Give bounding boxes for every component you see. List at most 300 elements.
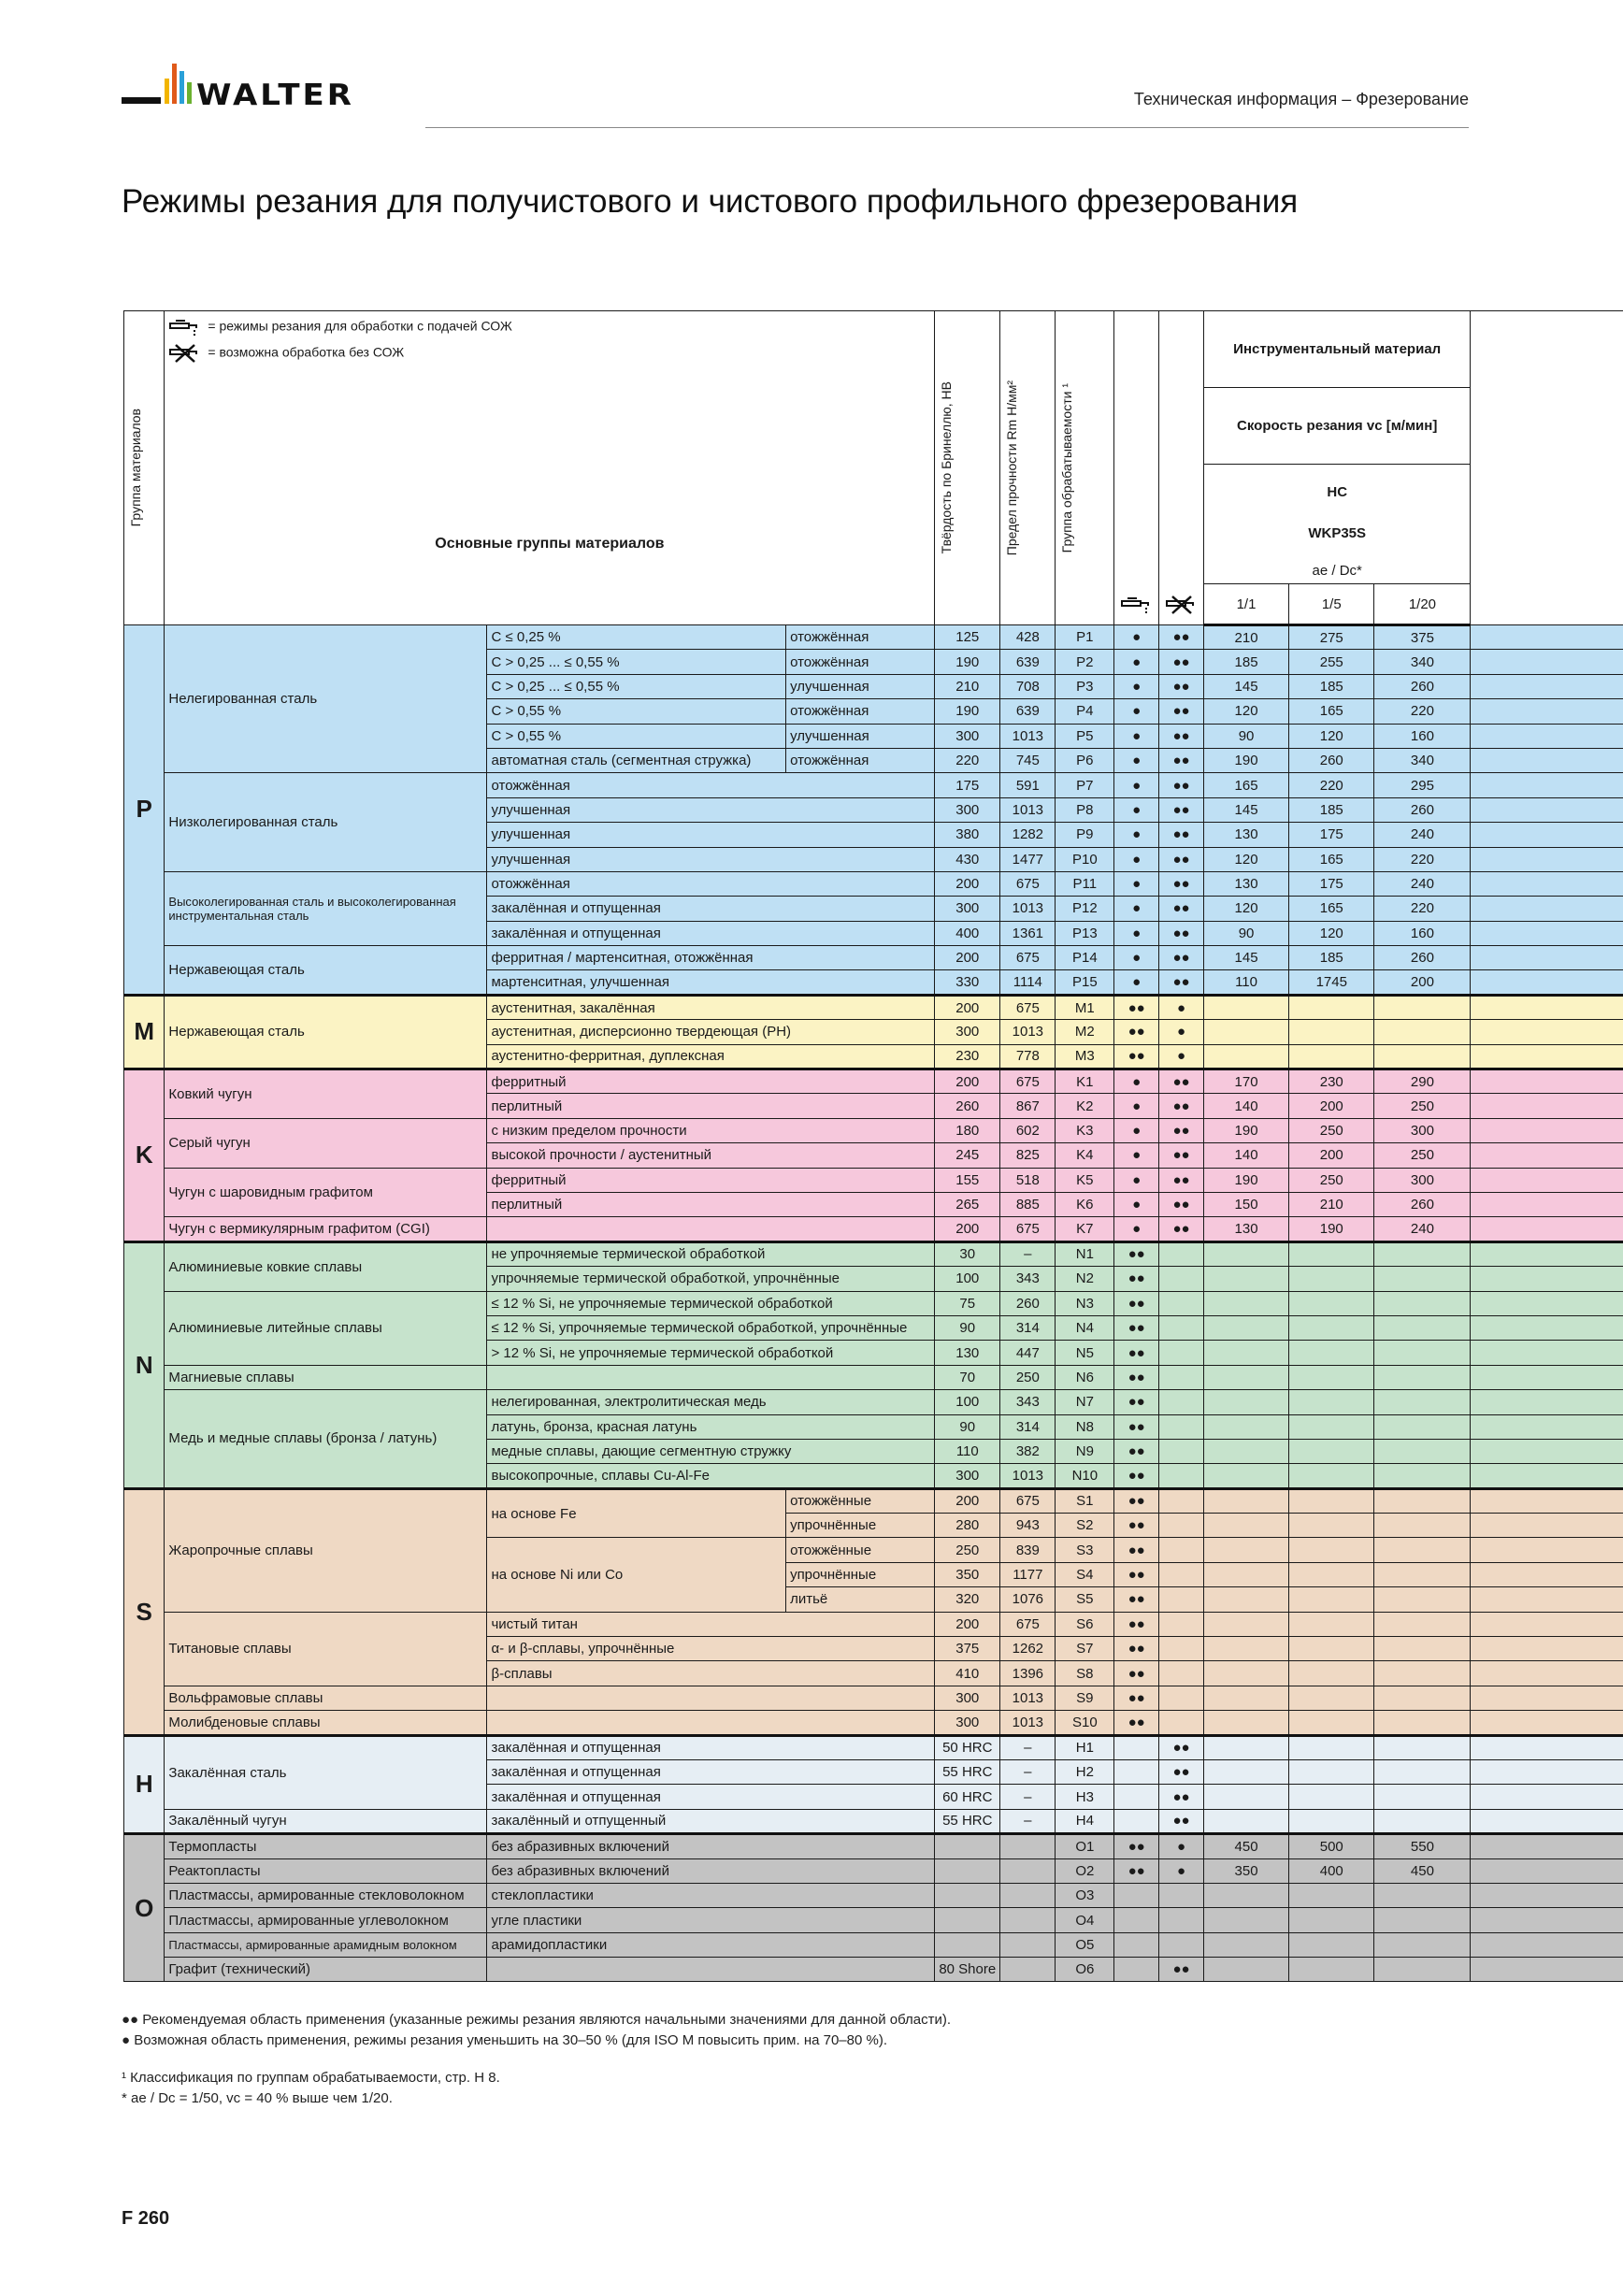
speed-1-1: 130 (1203, 871, 1288, 896)
hardness-value: 320 (935, 1587, 1000, 1612)
speed-1-5 (1289, 1439, 1374, 1463)
dry-rating (1159, 1514, 1204, 1538)
spare-cell (1471, 946, 1623, 970)
material-treatment: отожжённые (786, 1538, 935, 1562)
wet-rating: ● (1114, 823, 1159, 847)
table-row (124, 995, 1623, 1019)
dry-rating (1159, 1390, 1204, 1414)
table-body (124, 625, 1623, 1982)
strength-value: 675 (1000, 1612, 1056, 1636)
material-condition: арамидопластики (487, 1932, 935, 1957)
strength-value (1000, 1932, 1056, 1957)
speed-1-1 (1203, 1661, 1288, 1686)
strength-value: 708 (1000, 674, 1056, 698)
material-condition: аустенитная, дисперсионно твердеющая (PH) (487, 1020, 935, 1044)
dry-rating: ●● (1159, 1759, 1204, 1784)
speed-1-20 (1374, 1315, 1471, 1340)
hardness-value: 250 (935, 1538, 1000, 1562)
spare-cell (1471, 1118, 1623, 1142)
speed-1-20 (1374, 1661, 1471, 1686)
legend-dry: = возможна обработка без СОЖ (168, 343, 930, 364)
table-row (124, 1686, 1623, 1710)
spare-cell (1471, 1883, 1623, 1907)
material-group: Высоколегированная сталь и высоколегированная инструментальная сталь (165, 871, 487, 945)
strength-value: 675 (1000, 1069, 1056, 1094)
material-group: Нержавеющая сталь (165, 946, 487, 996)
material-condition: на основе Ni или Co (487, 1538, 786, 1612)
material-condition: латунь, бронза, красная латунь (487, 1414, 935, 1439)
group-letter: N (124, 1241, 165, 1488)
spare-cell (1471, 1168, 1623, 1192)
hardness-value: 175 (935, 773, 1000, 797)
material-treatment: литьё (786, 1587, 935, 1612)
hardness-value: 30 (935, 1241, 1000, 1266)
wet-rating: ● (1114, 946, 1159, 970)
speed-1-5: 500 (1289, 1834, 1374, 1858)
spare-cell (1471, 1562, 1623, 1586)
material-treatment: улучшенная (786, 674, 935, 698)
speed-1-5: 120 (1289, 921, 1374, 945)
table-row (124, 1858, 1623, 1883)
speed-1-5: 175 (1289, 823, 1374, 847)
dry-rating (1159, 1439, 1204, 1463)
speed-1-5: 200 (1289, 1094, 1374, 1118)
speed-1-20: 375 (1374, 625, 1471, 650)
wet-rating: ● (1114, 1118, 1159, 1142)
dry-rating (1159, 1241, 1204, 1266)
table-row (124, 1735, 1623, 1759)
table-row (124, 1958, 1623, 1982)
speed-1-1 (1203, 1958, 1288, 1982)
speed-1-20 (1374, 1908, 1471, 1932)
speed-1-1: 350 (1203, 1858, 1288, 1883)
spare-cell (1471, 1735, 1623, 1759)
material-condition: закалённая и отпущенная (487, 921, 935, 945)
speed-1-20 (1374, 1932, 1471, 1957)
material-condition: угле пластики (487, 1908, 935, 1932)
speed-1-1: 130 (1203, 1217, 1288, 1241)
speed-1-20: 300 (1374, 1118, 1471, 1142)
spare-cell (1471, 1315, 1623, 1340)
note-possible: ● Возможная область применения, режимы резания уменьшить на 30–50 % (для ISO M повысить прим. на 70–80 %). (122, 2032, 887, 2048)
dry-rating: ●● (1159, 748, 1204, 772)
material-treatment: улучшенная (786, 724, 935, 748)
speed-1-20 (1374, 1612, 1471, 1636)
material-condition: улучшенная (487, 797, 935, 822)
wet-rating (1114, 1785, 1159, 1809)
material-treatment: отожжённые (786, 1488, 935, 1513)
machinability-code: S4 (1056, 1562, 1114, 1586)
speed-1-1 (1203, 1044, 1288, 1069)
wet-rating: ●● (1114, 1390, 1159, 1414)
dry-rating (1159, 1883, 1204, 1907)
speed-1-5: 250 (1289, 1118, 1374, 1142)
walter-logo (122, 58, 402, 123)
wet-rating: ● (1114, 871, 1159, 896)
speed-1-5 (1289, 1661, 1374, 1686)
strength-value: 1013 (1000, 724, 1056, 748)
speed-1-20: 290 (1374, 1069, 1471, 1094)
material-condition: закалённая и отпущенная (487, 1759, 935, 1784)
machinability-code: K6 (1056, 1192, 1114, 1216)
material-condition: без абразивных включений (487, 1858, 935, 1883)
speed-1-1 (1203, 1414, 1288, 1439)
strength-value: 675 (1000, 946, 1056, 970)
speed-1-5 (1289, 1785, 1374, 1809)
material-condition: улучшенная (487, 847, 935, 871)
hardness-value: 190 (935, 650, 1000, 674)
speed-1-1: 145 (1203, 946, 1288, 970)
legend (168, 311, 930, 364)
material-condition: ферритный (487, 1168, 935, 1192)
strength-header: Предел прочности Rm Н/мм² (1000, 311, 1056, 625)
speed-1-5 (1289, 1637, 1374, 1661)
hardness-value: 55 HRC (935, 1759, 1000, 1784)
material-condition: ферритный (487, 1069, 935, 1094)
spare-cell (1471, 1587, 1623, 1612)
hardness-value: 380 (935, 823, 1000, 847)
speed-1-5 (1289, 1686, 1374, 1710)
speed-1-5 (1289, 1538, 1374, 1562)
strength-value: – (1000, 1759, 1056, 1784)
strength-value: 1013 (1000, 797, 1056, 822)
wet-rating: ●● (1114, 1538, 1159, 1562)
material-condition: отожжённая (487, 871, 935, 896)
wet-rating: ●● (1114, 1858, 1159, 1883)
main-groups-label: Основные группы материалов (435, 536, 665, 552)
dry-rating (1159, 1414, 1204, 1439)
spare-cell (1471, 1958, 1623, 1982)
material-condition: C > 0,55 % (487, 724, 786, 748)
table-row (124, 773, 1623, 797)
spare-cell (1471, 1044, 1623, 1069)
wet-rating: ●● (1114, 1291, 1159, 1315)
speed-1-1 (1203, 1612, 1288, 1636)
speed-1-20 (1374, 1439, 1471, 1463)
material-group: Чугун с вермикулярным графитом (CGI) (165, 1217, 487, 1241)
speed-1-20: 220 (1374, 699, 1471, 724)
machinability-code: P9 (1056, 823, 1114, 847)
wet-rating: ● (1114, 773, 1159, 797)
material-condition: чистый титан (487, 1612, 935, 1636)
machinability-code: P14 (1056, 946, 1114, 970)
speed-1-20 (1374, 1365, 1471, 1389)
table-row (124, 1291, 1623, 1315)
wet-rating: ●● (1114, 1488, 1159, 1513)
spare-cell (1471, 1661, 1623, 1686)
dry-rating: ●● (1159, 871, 1204, 896)
strength-value: 1114 (1000, 970, 1056, 995)
speed-1-1: 130 (1203, 823, 1288, 847)
speed-1-1 (1203, 1390, 1288, 1414)
strength-value: 1013 (1000, 897, 1056, 921)
speed-1-20: 340 (1374, 748, 1471, 772)
material-condition (487, 1365, 935, 1389)
speed-1-1 (1203, 1464, 1288, 1488)
machinability-code: K3 (1056, 1118, 1114, 1142)
note-recommended: ●● Рекомендуемая область применения (указанные режимы резания являются начальными значениями для данной области). (122, 2012, 952, 2028)
hardness-value (935, 1858, 1000, 1883)
wet-rating: ●● (1114, 1365, 1159, 1389)
speed-1-20 (1374, 1267, 1471, 1291)
machinability-code: N3 (1056, 1291, 1114, 1315)
hardness-value: 200 (935, 871, 1000, 896)
wet-rating: ●● (1114, 1562, 1159, 1586)
spare-cell (1471, 1241, 1623, 1266)
dry-rating: ● (1159, 1044, 1204, 1069)
material-condition: медные сплавы, дающие сегментную стружку (487, 1439, 935, 1463)
strength-value: 602 (1000, 1118, 1056, 1142)
material-group: Магниевые сплавы (165, 1365, 487, 1389)
wet-rating: ● (1114, 1069, 1159, 1094)
table-row (124, 1834, 1623, 1858)
hardness-value: 300 (935, 724, 1000, 748)
speed-1-5: 185 (1289, 674, 1374, 698)
machinability-code: M1 (1056, 995, 1114, 1019)
strength-value: 675 (1000, 1488, 1056, 1513)
table-row (124, 946, 1623, 970)
material-condition (487, 1711, 935, 1735)
speed-1-5 (1289, 1612, 1374, 1636)
hardness-value: 155 (935, 1168, 1000, 1192)
material-condition: закалённая и отпущенная (487, 1785, 935, 1809)
spare-cell (1471, 1834, 1623, 1858)
strength-value: 1361 (1000, 921, 1056, 945)
wet-rating: ●● (1114, 1020, 1159, 1044)
hardness-value: 130 (935, 1341, 1000, 1365)
wet-rating: ● (1114, 970, 1159, 995)
speed-1-1 (1203, 1932, 1288, 1957)
dry-rating (1159, 1908, 1204, 1932)
dry-rating (1159, 1464, 1204, 1488)
machinability-code: S10 (1056, 1711, 1114, 1735)
wet-rating: ●● (1114, 1414, 1159, 1439)
dry-rating (1159, 1562, 1204, 1586)
material-condition: автоматная сталь (сегментная стружка) (487, 748, 786, 772)
dry-rating: ●● (1159, 773, 1204, 797)
spare-cell (1471, 1020, 1623, 1044)
material-condition: перлитный (487, 1192, 935, 1216)
dry-rating: ●● (1159, 970, 1204, 995)
spare-column (1471, 311, 1623, 625)
material-treatment: отожжённая (786, 625, 935, 650)
table-row (124, 625, 1623, 650)
spare-cell (1471, 1341, 1623, 1365)
machinability-code: P15 (1056, 970, 1114, 995)
strength-value: 591 (1000, 773, 1056, 797)
hardness-value: 200 (935, 946, 1000, 970)
speed-1-20: 240 (1374, 823, 1471, 847)
hardness-value: 50 HRC (935, 1735, 1000, 1759)
speed-1-5 (1289, 1587, 1374, 1612)
speed-1-5: 175 (1289, 871, 1374, 896)
wet-rating: ●● (1114, 1587, 1159, 1612)
strength-value (1000, 1858, 1056, 1883)
wet-rating (1114, 1883, 1159, 1907)
dry-rating: ●● (1159, 1118, 1204, 1142)
dry-rating (1159, 1932, 1204, 1957)
machinability-code: N6 (1056, 1365, 1114, 1389)
hardness-value: 260 (935, 1094, 1000, 1118)
material-condition: упрочняемые термической обработкой, упрочнённые (487, 1267, 935, 1291)
speed-1-20 (1374, 1809, 1471, 1833)
material-condition: высокопрочные, сплавы Cu-Al-Fe (487, 1464, 935, 1488)
strength-value: 428 (1000, 625, 1056, 650)
speed-1-20: 220 (1374, 897, 1471, 921)
speed-1-1 (1203, 1562, 1288, 1586)
speed-1-20: 260 (1374, 1192, 1471, 1216)
machinability-code: P2 (1056, 650, 1114, 674)
speed-1-5 (1289, 1267, 1374, 1291)
speed-1-1: 120 (1203, 897, 1288, 921)
speed-1-5: 185 (1289, 797, 1374, 822)
machinability-code: N7 (1056, 1390, 1114, 1414)
strength-value: 885 (1000, 1192, 1056, 1216)
spare-cell (1471, 1686, 1623, 1710)
material-group: Молибденовые сплавы (165, 1711, 487, 1735)
wet-rating: ●● (1114, 1834, 1159, 1858)
wet-rating (1114, 1932, 1159, 1957)
machinability-code: P6 (1056, 748, 1114, 772)
wet-rating: ●● (1114, 1341, 1159, 1365)
speed-1-5 (1289, 1365, 1374, 1389)
speed-1-5 (1289, 1883, 1374, 1907)
wet-rating: ● (1114, 724, 1159, 748)
speed-1-5 (1289, 1735, 1374, 1759)
spare-cell (1471, 1711, 1623, 1735)
hardness-value: 300 (935, 1464, 1000, 1488)
speed-1-20 (1374, 1785, 1471, 1809)
machinability-code: P4 (1056, 699, 1114, 724)
material-condition: закалённый и отпущенный (487, 1809, 935, 1833)
spare-cell (1471, 699, 1623, 724)
speed-1-5 (1289, 1020, 1374, 1044)
speed-1-5: 120 (1289, 724, 1374, 748)
wet-rating: ●● (1114, 1661, 1159, 1686)
hardness-value: 375 (935, 1637, 1000, 1661)
material-condition: нелегированная, электролитическая медь (487, 1390, 935, 1414)
speed-1-5: 165 (1289, 897, 1374, 921)
wet-rating: ●● (1114, 1612, 1159, 1636)
material-condition: α- и β-сплавы, упрочнённые (487, 1637, 935, 1661)
speed-1-20 (1374, 1759, 1471, 1784)
machinability-code: O1 (1056, 1834, 1114, 1858)
material-condition: высокой прочности / аустенитный (487, 1143, 935, 1168)
speed-1-20: 550 (1374, 1834, 1471, 1858)
speed-1-1: 145 (1203, 797, 1288, 822)
dry-rating: ●● (1159, 650, 1204, 674)
speed-1-20: 300 (1374, 1168, 1471, 1192)
speed-1-1: 120 (1203, 699, 1288, 724)
spare-cell (1471, 650, 1623, 674)
hardness-value: 180 (935, 1118, 1000, 1142)
material-group: Реактопласты (165, 1858, 487, 1883)
speed-1-1: 190 (1203, 1118, 1288, 1142)
material-group: Чугун с шаровидным графитом (165, 1168, 487, 1217)
spare-cell (1471, 1069, 1623, 1094)
hardness-value: 200 (935, 1217, 1000, 1241)
speed-1-5: 165 (1289, 699, 1374, 724)
table-row (124, 1390, 1623, 1414)
strength-value: 867 (1000, 1094, 1056, 1118)
speed-1-1: 450 (1203, 1834, 1288, 1858)
speed-1-20 (1374, 1020, 1471, 1044)
speed-1-1: 120 (1203, 847, 1288, 871)
material-group: Нелегированная сталь (165, 625, 487, 773)
wet-rating: ●● (1114, 1267, 1159, 1291)
strength-value: 675 (1000, 995, 1056, 1019)
hardness-value: 265 (935, 1192, 1000, 1216)
hardness-value: 90 (935, 1414, 1000, 1439)
machinability-code: N2 (1056, 1267, 1114, 1291)
speed-1-1: 90 (1203, 921, 1288, 945)
dry-rating (1159, 1538, 1204, 1562)
dry-rating: ●● (1159, 1809, 1204, 1833)
hardness-value: 350 (935, 1562, 1000, 1586)
main-groups-header (165, 311, 935, 625)
wet-rating (1114, 1735, 1159, 1759)
speed-1-1 (1203, 1686, 1288, 1710)
group-letter: H (124, 1735, 165, 1834)
speed-1-1 (1203, 1908, 1288, 1932)
speed-1-20 (1374, 1514, 1471, 1538)
machinability-code: O6 (1056, 1958, 1114, 1982)
machinability-code: P5 (1056, 724, 1114, 748)
hardness-value: 90 (935, 1315, 1000, 1340)
material-group: Алюминиевые литейные сплавы (165, 1291, 487, 1365)
material-group: Закалённый чугун (165, 1809, 487, 1833)
machinability-code: H3 (1056, 1785, 1114, 1809)
wet-rating: ● (1114, 625, 1159, 650)
material-treatment: отожжённая (786, 699, 935, 724)
strength-value: 1262 (1000, 1637, 1056, 1661)
cutting-speed-header: Скорость резания vc [м/мин] (1203, 388, 1470, 465)
hardness-value: 125 (935, 625, 1000, 650)
strength-value: 447 (1000, 1341, 1056, 1365)
hardness-value: 430 (935, 847, 1000, 871)
dry-rating (1159, 1315, 1204, 1340)
hardness-value: 200 (935, 995, 1000, 1019)
spare-cell (1471, 1612, 1623, 1636)
spare-cell (1471, 1809, 1623, 1833)
material-group: Вольфрамовые сплавы (165, 1686, 487, 1710)
dry-rating: ●● (1159, 797, 1204, 822)
dry-rating: ● (1159, 1858, 1204, 1883)
machinability-code: S3 (1056, 1538, 1114, 1562)
machinability-code: P8 (1056, 797, 1114, 822)
machinability-code: P7 (1056, 773, 1114, 797)
table-row (124, 1069, 1623, 1094)
material-group: Жаропрочные сплавы (165, 1488, 487, 1612)
material-group: Пластмассы, армированные стекловолокном (165, 1883, 487, 1907)
speed-1-20: 240 (1374, 871, 1471, 896)
speed-1-1 (1203, 1439, 1288, 1463)
speed-1-1 (1203, 1341, 1288, 1365)
wet-rating: ● (1114, 847, 1159, 871)
speed-1-1: 150 (1203, 1192, 1288, 1216)
machinability-code: N4 (1056, 1315, 1114, 1340)
table-row (124, 1809, 1623, 1833)
dry-rating: ● (1159, 1020, 1204, 1044)
speed-1-20: 220 (1374, 847, 1471, 871)
wet-rating (1114, 1759, 1159, 1784)
material-condition: не упрочняемые термической обработкой (487, 1241, 935, 1266)
dry-rating: ●● (1159, 897, 1204, 921)
spare-cell (1471, 1932, 1623, 1957)
material-condition: на основе Fe (487, 1488, 786, 1538)
page-title: Режимы резания для получистового и чистового профильного фрезерования (122, 183, 1299, 220)
wet-rating: ●● (1114, 1439, 1159, 1463)
